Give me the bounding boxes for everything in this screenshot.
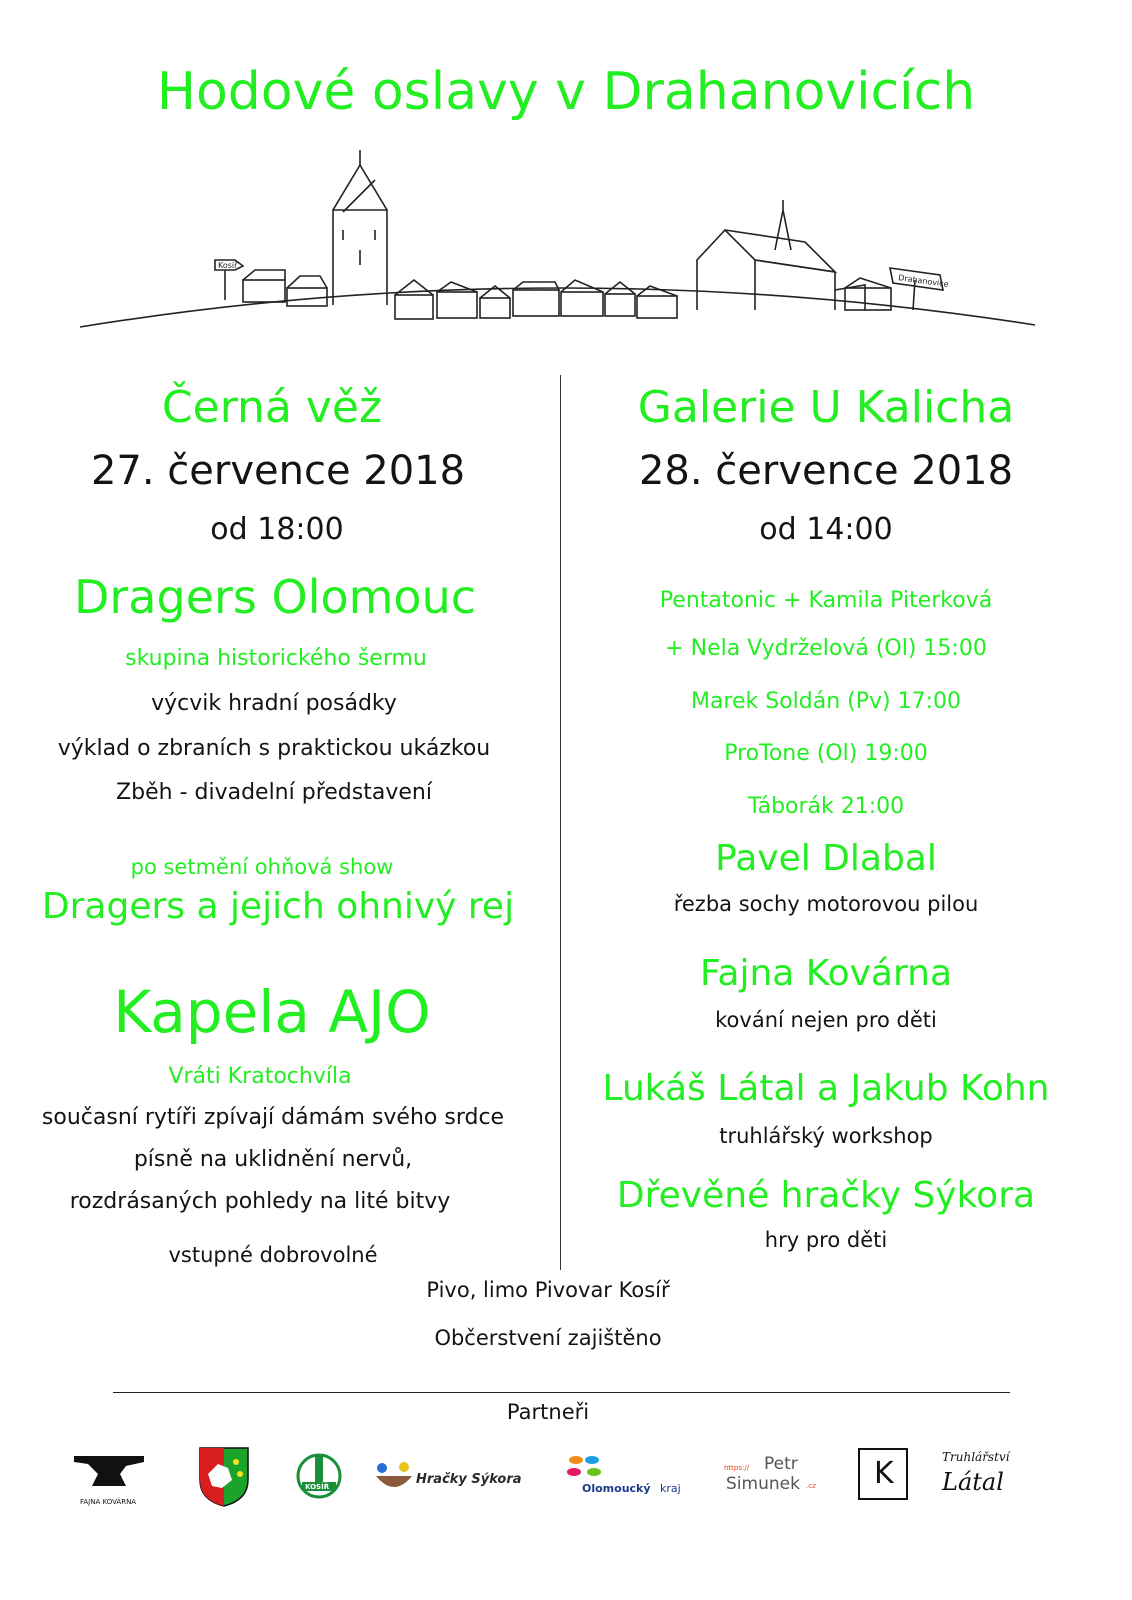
right-act-title: Pavel Dlabal (715, 838, 937, 879)
left-act2-title: Kapela AJO (113, 978, 431, 1046)
right-act-title: Fajna Kovárna (699, 953, 953, 994)
petr-simunek-logo: https:// Petr Simunek .cz (724, 1454, 816, 1494)
right-program-item: Pentatonic + Kamila Piterková (659, 588, 993, 613)
anvil-icon (70, 1450, 148, 1496)
right-program-item: Táborák 21:00 (747, 794, 905, 819)
left-act2-sub: Vráti Kratochvíla (168, 1064, 352, 1089)
left-venue: Černá věž (161, 382, 383, 433)
left-act2-line: písně na uklidnění nervů, (133, 1147, 413, 1172)
partners-label: Partneři (506, 1400, 590, 1424)
right-act-title: Lukáš Látal a Jakub Kohn (602, 1068, 1050, 1109)
kosir-badge-icon (296, 1446, 342, 1502)
food-note: Občerstvení zajištěno (434, 1326, 662, 1350)
column-divider (560, 375, 561, 1270)
right-act-sub: řezba sochy motorovou pilou (673, 892, 979, 916)
left-act1-sub: skupina historického šermu (125, 646, 427, 671)
left-act1-line: Zběh - divadelní představení (116, 780, 432, 805)
left-act1-line: výcvik hradní posádky (151, 691, 397, 716)
left-act2-line: rozdrásaných pohledy na lité bitvy (69, 1189, 451, 1214)
page-title: Hodové oslavy v Drahanovicích (156, 62, 976, 122)
right-act-sub: truhlářský workshop (719, 1124, 933, 1148)
right-date: 28. července 2018 (638, 448, 1014, 494)
right-act-sub: hry pro děti (764, 1228, 888, 1252)
k-logo: K (858, 1448, 908, 1500)
right-act-title: Dřevěné hračky Sýkora (616, 1175, 1036, 1216)
hracky-sykora-logo: Hračky Sýkora (372, 1458, 522, 1498)
right-venue: Galerie U Kalicha (637, 382, 1015, 433)
sign-left: Kosíř (218, 261, 238, 270)
left-fire-title: Dragers a jejich ohnivý rej (41, 886, 515, 927)
left-act1-line: výklad o zbraních s praktickou ukázkou (57, 736, 491, 761)
left-time: od 18:00 (210, 512, 344, 547)
right-time: od 14:00 (759, 512, 893, 547)
left-entry: vstupné dobrovolné (168, 1243, 378, 1267)
right-program-item: + Nela Vydrželová (Ol) 15:00 (665, 636, 987, 661)
olomoucky-kraj-logo: Olomoucký kraj (556, 1452, 686, 1498)
left-date: 27. července 2018 (90, 448, 466, 494)
pivovar-kosir-logo: KOSÍŘ (296, 1446, 342, 1506)
left-act1-title: Dragers Olomouc (73, 570, 477, 624)
sign-right: Drahanovice (897, 273, 950, 290)
left-act2-line: současní rytíři zpívají dámám svého srdce (41, 1105, 505, 1130)
bird-bowl-icon (372, 1458, 416, 1494)
beer-note: Pivo, limo Pivovar Kosíř (426, 1278, 670, 1302)
left-fire-intro: po setmění ohňová show (130, 855, 394, 879)
truhlarstvi-latal-logo: Truhlářství Látal (942, 1450, 1010, 1496)
village-illustration-icon (75, 140, 1055, 340)
right-act-sub: kování nejen pro děti (715, 1008, 937, 1032)
right-program-item: Marek Soldán (Pv) 17:00 (690, 689, 962, 714)
fajna-kovarna-logo: FAJNA KOVÁRNA (70, 1450, 148, 1510)
footer-divider (113, 1392, 1010, 1393)
flower-icon (562, 1452, 608, 1482)
right-program-item: ProTone (Ol) 19:00 (724, 741, 928, 766)
drahanovice-coat-of-arms-icon (198, 1446, 250, 1512)
